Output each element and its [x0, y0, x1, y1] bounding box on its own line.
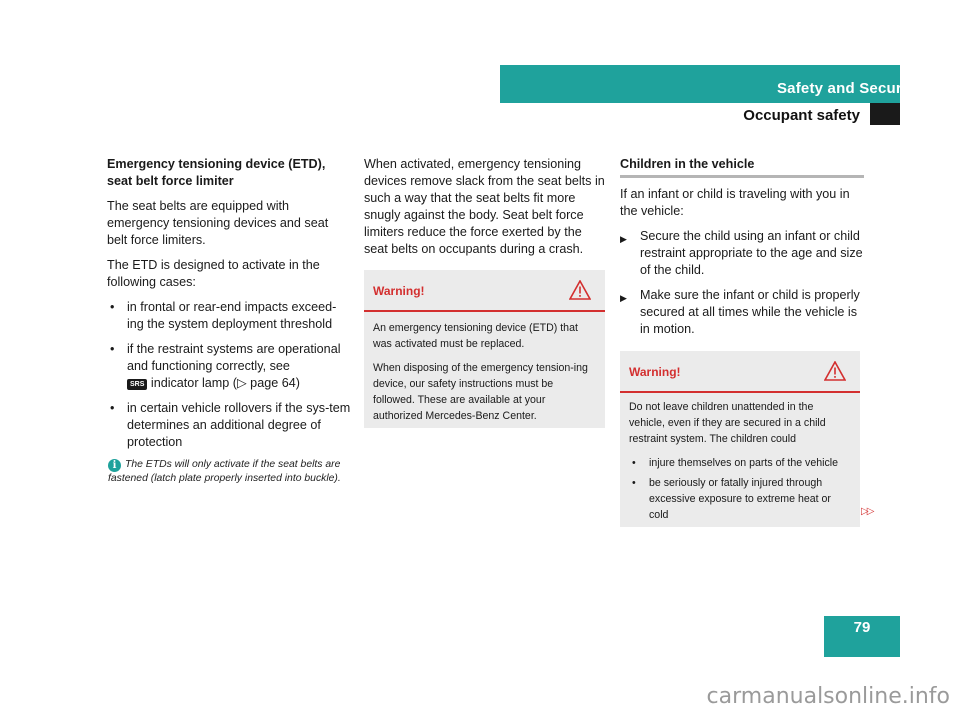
list-item [620, 228, 864, 279]
warning-box-children [620, 351, 860, 527]
list-item [107, 341, 351, 392]
bullet-dot: • [632, 477, 636, 489]
srs-indicator-text: indicator lamp ( [147, 376, 237, 390]
info-note-text: The ETDs will only activate if the seat belts are fastened (latch plate properly inserted into buckle). [108, 459, 341, 484]
bullet-dot: • [632, 457, 636, 469]
warning-triangle-icon [824, 361, 846, 381]
warning-text: When disposing of the emergency tension-ing device, our safety instructions must be followed. These are available at your authorized Mercedes-Benz Center. [373, 362, 588, 422]
list-item-text: in frontal or rear-end impacts exceed-ing the system deployment threshold [127, 300, 337, 331]
list-item [629, 475, 851, 523]
list-item-text: injure themselves on parts of the vehicle [649, 457, 839, 469]
list-item-text: Secure the child using an infant or child restraint appropriate to the age and size of the child. [640, 229, 863, 277]
etd-cases-list [107, 299, 351, 451]
etd-intro: The seat belts are equipped with emergency tensioning devices and seat belt force limiters. [107, 199, 329, 247]
step-arrow-icon: ▶ [620, 293, 627, 303]
info-icon: i [108, 459, 121, 472]
column-right [620, 156, 864, 346]
page-number: 79 [824, 616, 900, 657]
list-item-text: in certain vehicle rollovers if the sys-tem determines an additional degree of protection [127, 401, 351, 449]
children-steps-list [620, 228, 864, 338]
watermark: carmanualsonline.info [706, 684, 950, 709]
section-title: Safety and Security [776, 80, 920, 97]
warning-text: An emergency tensioning device (ETD) that was activated must be replaced. [373, 322, 578, 350]
children-intro: If an infant or child is traveling with you in the vehicle: [620, 187, 850, 218]
column-middle [364, 156, 606, 266]
list-item-text: Make sure the infant or child is properly secured at all times while the vehicle is in motion. [640, 288, 860, 336]
children-heading: Children in the vehicle [620, 156, 864, 178]
list-item [629, 455, 851, 471]
bullet-dot: • [110, 401, 115, 415]
page-ref-arrow-icon: ▷ [237, 376, 247, 390]
list-item [107, 400, 351, 451]
warning-body [620, 393, 860, 531]
warning-header [364, 270, 605, 312]
info-note [108, 458, 352, 486]
column-left [107, 156, 351, 459]
bullet-dot: • [110, 342, 115, 356]
warning-triangle-icon [569, 280, 591, 300]
warning-text: Do not leave children unattended in the vehicle, even if they are secured in a child restraint system. The children could [629, 401, 826, 445]
step-arrow-icon: ▶ [620, 234, 627, 244]
etd-heading: Emergency tensioning device (ETD), seat belt force limiter [107, 157, 326, 188]
list-item [107, 299, 351, 333]
etd-description: When activated, emergency tensioning devices remove slack from the seat belts in such a way that the seat belts fit more snugly against the body. Seat belt force limiters reduce the force exerted by the seat belts on occupants during a crash. [364, 157, 605, 256]
list-item-text: be seriously or fatally injured through excessive exposure to extreme heat or cold [649, 477, 831, 521]
srs-indicator-icon: SRS [127, 379, 147, 390]
warning-bullet-list [629, 455, 851, 523]
warning-header [620, 351, 860, 393]
warning-box-etd [364, 270, 605, 428]
list-item-text: if the restraint systems are operational and functioning correctly, see [127, 342, 341, 373]
warning-title: Warning! [373, 284, 425, 298]
list-item [620, 287, 864, 338]
header-marker-block [870, 103, 900, 125]
warning-body [364, 312, 605, 436]
bullet-dot: • [110, 300, 115, 314]
page-ref-link[interactable]: page 64) [246, 376, 300, 390]
subsection-title: Occupant safety [743, 107, 860, 124]
etd-activation-intro: The ETD is designed to activate in the following cases: [107, 258, 320, 289]
continued-arrow-icon: ▷▷ [861, 506, 873, 517]
warning-title: Warning! [629, 365, 681, 379]
